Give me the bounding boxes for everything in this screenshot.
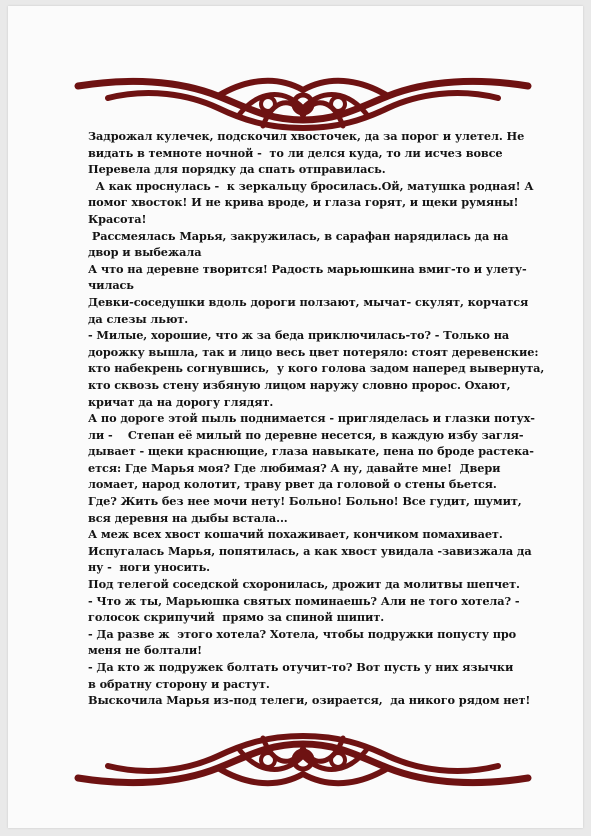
text-line: ется: Где Марья моя? Где любимая? А ну, давайте мне! Двери — [88, 460, 501, 475]
text-line: А что на деревне творится! Радость марьюшкина вмиг-то и улету- — [88, 261, 527, 276]
text-line: двор и выбежала — [88, 245, 202, 260]
text-line: А по дороге этой пыль поднимается - пригляделась и глазки потух- — [88, 411, 535, 426]
text-line: дорожку вышла, так и лицо весь цвет потеряло: стоят деревенские: — [88, 344, 539, 359]
story-text — [88, 128, 545, 709]
text-line: голосок скрипучий прямо за спиной шипит. — [88, 610, 385, 625]
text-line: Задрожал кулечек, подскочил хвосточек, да за порог и улетел. Не — [88, 129, 525, 143]
text-line: - Да кто ж подружек болтать отучит-то? Вот пусть у них язычки — [88, 660, 514, 674]
text-line: чилась — [88, 278, 134, 293]
text-line: Девки-соседушки вдоль дороги ползают, мычат- скулят, корчатся — [88, 294, 529, 309]
text-line: Где? Жить без нее мочи нету! Больно! Больно! Все гудит, шумит, — [88, 494, 522, 509]
text-line: кто сквозь стену избяную лицом наружу словно пророс. Охают, — [88, 377, 511, 392]
text-line: вся деревня на дыбы встала... — [88, 510, 288, 525]
text-line: дывает - щеки краснющие, глаза навыкате, пена по броде растека- — [88, 444, 534, 459]
text-line: - Да разве ж этого хотела? Хотела, чтобы подружки попусту про — [88, 626, 517, 641]
text-line: А как проснулась - к зеркальцу бросилась.Ой, матушка родная! А — [88, 178, 534, 193]
text-line: кто набекрень согнувшись, у кого голова задом наперед вывернута, — [88, 361, 545, 376]
text-line: Под телегой соседской схоронилась, дрожит да молитвы шепчет. — [88, 577, 520, 592]
text-line: Красота! — [88, 211, 147, 226]
text-line: да слезы льют. — [88, 311, 189, 326]
text-line: ломает, народ колотит, траву рвет да головой о стены бьется. — [88, 477, 497, 492]
text-line: - Что ж ты, Марьюшка святых поминаешь? Али не того хотела? - — [88, 593, 520, 608]
text-line: Испугалась Марья, попятилась, а как хвост увидала -завизжала да — [88, 543, 532, 558]
celtic-knot-bottom-icon — [68, 726, 538, 796]
text-line: помог хвосток! И не крива вроде, и глаза горят, и щеки румяны! — [88, 195, 519, 210]
page — [8, 6, 583, 828]
text-line: Перевела для порядку да спать отправилась. — [88, 162, 386, 177]
text-line: меня не болтали! — [88, 643, 202, 658]
text-line: ли - Степан её милый по деревне несется, в каждую избу загля- — [88, 427, 524, 442]
text-line: ну - ноги уносить. — [88, 560, 211, 575]
text-line: Выскочила Марья из-под телеги, озирается, да никого рядом нет! — [88, 693, 531, 708]
text-line: видать в темноте ночной - то ли делся куда, то ли исчез вовсе — [88, 145, 503, 160]
text-line: - Милые, хорошие, что ж за беда приключилась-то? - Только на — [88, 328, 510, 343]
text-line: кричат да на дорогу глядят. — [88, 394, 274, 409]
text-line: в обратну сторону и растут. — [88, 676, 270, 691]
text-line: А меж всех хвост кошачий похаживает, кончиком помахивает. — [88, 527, 503, 542]
text-line: Рассмеялась Марья, закружилась, в сарафан нарядилась да на — [88, 228, 509, 243]
